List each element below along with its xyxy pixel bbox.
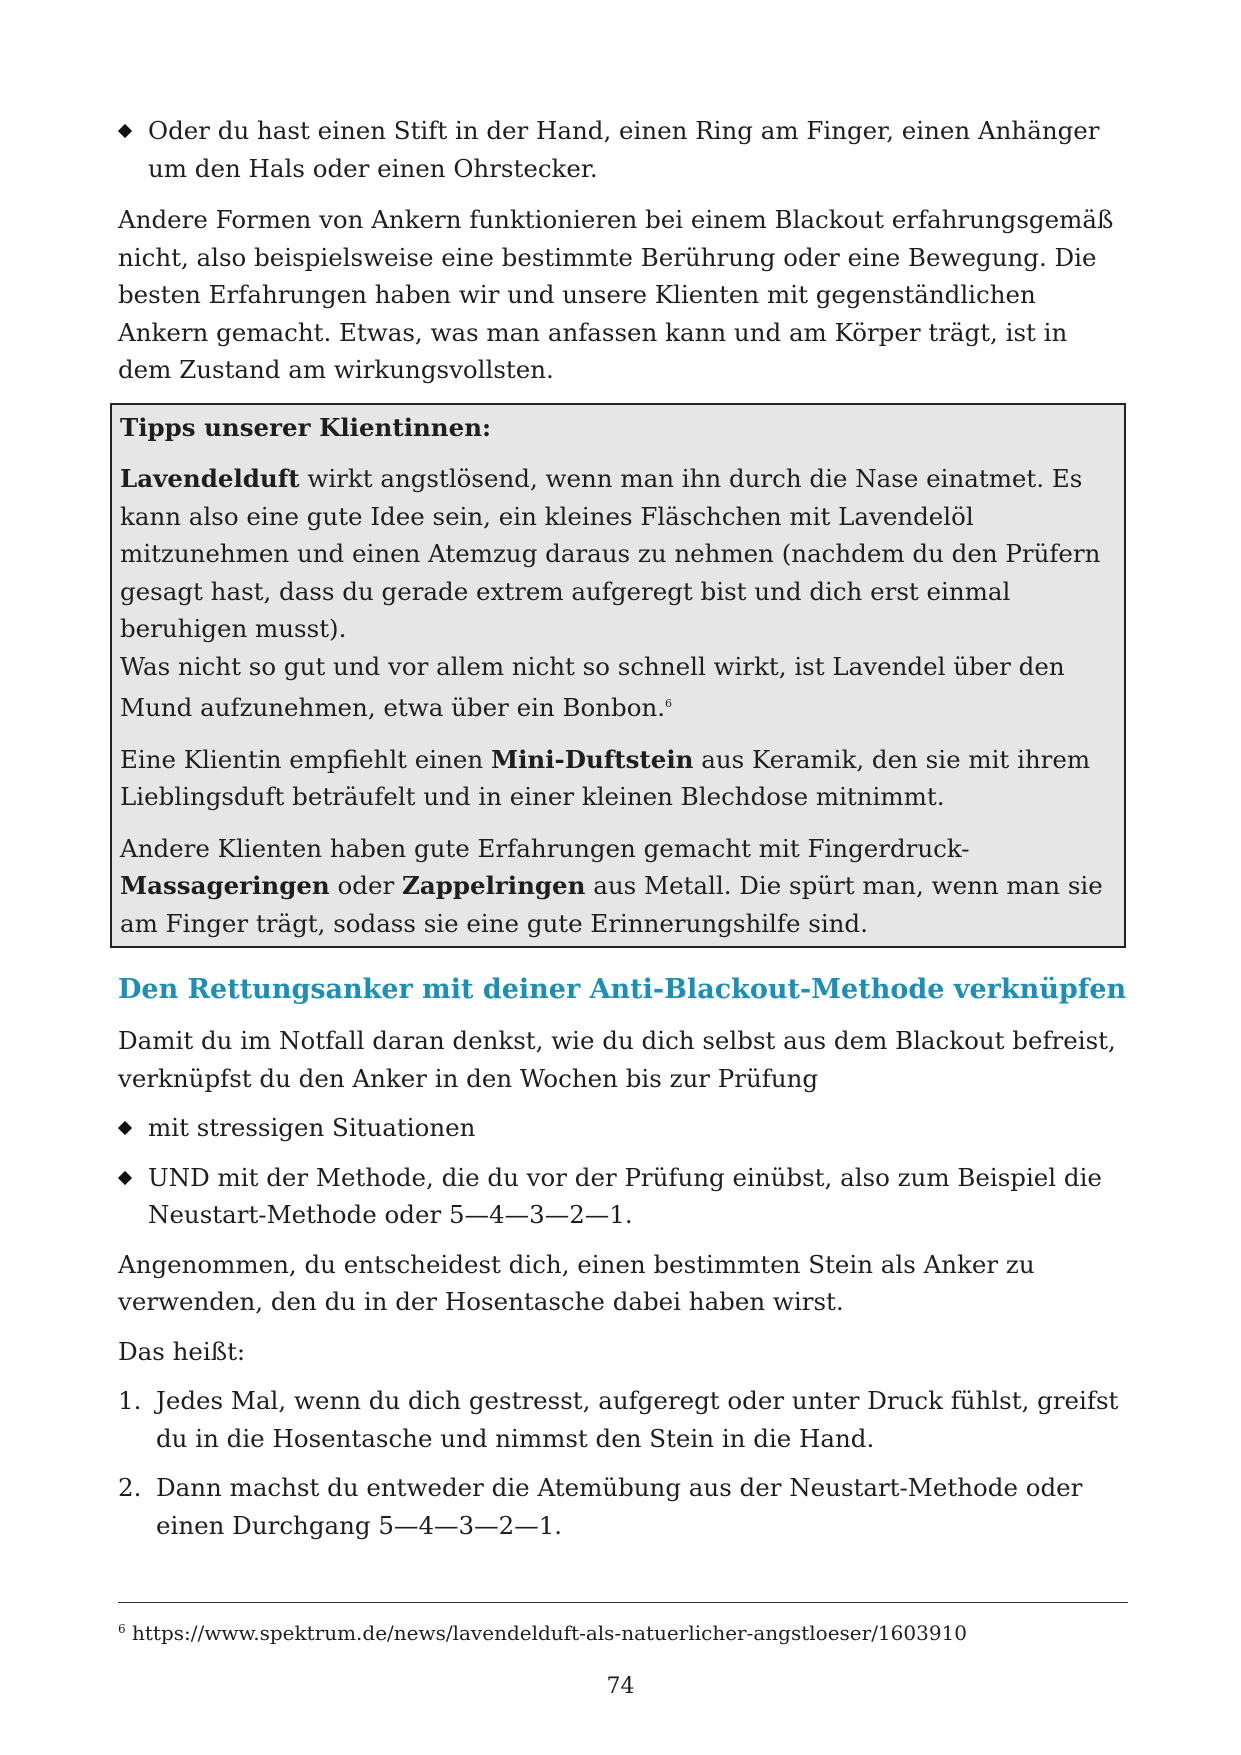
bullet-text: Oder du hast einen Stift in der Hand, einen Ring am Finger, einen Anhänger um den Hals oder einen Ohrstecker.: [148, 116, 1100, 183]
footnote-reference[interactable]: 6: [665, 697, 673, 710]
footnote-divider: [118, 1602, 1128, 1603]
numbered-item-1: 1. Jedes Mal, wenn du dich gestresst, aufgeregt oder unter Druck fühlst, greifst du in die Hosentasche und nimmst den Stein in die Hand.: [118, 1382, 1128, 1457]
tips-title: Tipps unserer Klientinnen:: [120, 412, 492, 442]
bullet-item-stress: mit stressigen Situationen: [118, 1109, 1128, 1147]
section-intro: Damit du im Notfall daran denkst, wie du dich selbst aus dem Blackout befreist, verknüpfst du den Anker in den Wochen bis zur Prüfung: [118, 1026, 1116, 1093]
paragraph-das-heisst: Das heißt:: [118, 1336, 246, 1366]
page-number: 74: [606, 1674, 635, 1699]
tips-duftstein: Eine Klientin empfiehlt einen Mini-Duftstein aus Keramik, den sie mit ihrem Lieblingsduft beträufelt und in einer kleinen Blechdose mitnimmt.: [120, 744, 1091, 811]
footnote: [118, 1615, 967, 1647]
paragraph-anchors: Andere Formen von Ankern funktionieren bei einem Blackout erfahrungsgemäß nicht, also beispielsweise eine bestimmte Berührung oder eine Bewegung. Die besten Erfahrungen haben wir und unsere Klienten mit gegenständlichen Ankern gemacht. Etwas, was man anfassen kann und am Körper trägt, ist in dem Zustand am wirkungsvollsten.: [118, 205, 1114, 384]
diamond-bullet-icon: [118, 1121, 132, 1135]
footnote-link[interactable]: https://www.spektrum.de/news/lavendelduft-als-natuerlicher-angstloeser/1603910: [125, 1621, 968, 1645]
tips-rings: Andere Klienten haben gute Erfahrungen gemacht mit Fingerdruck-Massageringen oder Zappelringen aus Metall. Die spürt man, wenn man sie am Finger trägt, sodass sie eine gute Erinnerungshilfe sind.: [120, 833, 1103, 938]
section-heading: Den Rettungsanker mit deiner Anti-Blackout-Methode verknüpfen: [118, 974, 1127, 1005]
bullet-item-method: UND mit der Methode, die du vor der Prüfung einübst, also zum Beispiel die Neustart-Methode oder 5—4—3—2—1.: [118, 1159, 1128, 1234]
footnote-number: 6: [118, 1622, 126, 1636]
page-content: [118, 112, 1128, 1544]
bullet-item-pendant: [118, 112, 1128, 187]
item-number: 1.: [118, 1386, 142, 1415]
diamond-bullet-icon: [118, 1170, 132, 1184]
tips-box: [110, 403, 1126, 949]
diamond-bullet-icon: [118, 124, 132, 138]
tips-lavender: Lavendelduft wirkt angstlösend, wenn man ihn durch die Nase einatmet. Es kann also eine gute Idee sein, ein kleines Fläschchen mit Lavendelöl mitzunehmen und einen Atemzug daraus zu nehmen (nachdem du den Prüfern gesagt hast, dass du gerade extrem aufgeregt bist und dich erst einmal beruhigen musst). Was nicht so gut und vor allem nicht so schnell wirkt, ist Lavendel über den Mund aufzunehmen, etwa über ein Bonbon.$^6$: [120, 464, 1101, 722]
numbered-item-2: 2. Dann machst du entweder die Atemübung aus der Neustart-Methode oder einen Durchgang 5—4—3—2—1.: [118, 1469, 1128, 1544]
paragraph-stone: Angenommen, du entscheidest dich, einen bestimmten Stein als Anker zu verwenden, den du in der Hosentasche dabei haben wirst.: [118, 1249, 1035, 1316]
item-number: 2.: [118, 1473, 142, 1502]
lavender-bold: Lavendelduft: [120, 464, 300, 493]
